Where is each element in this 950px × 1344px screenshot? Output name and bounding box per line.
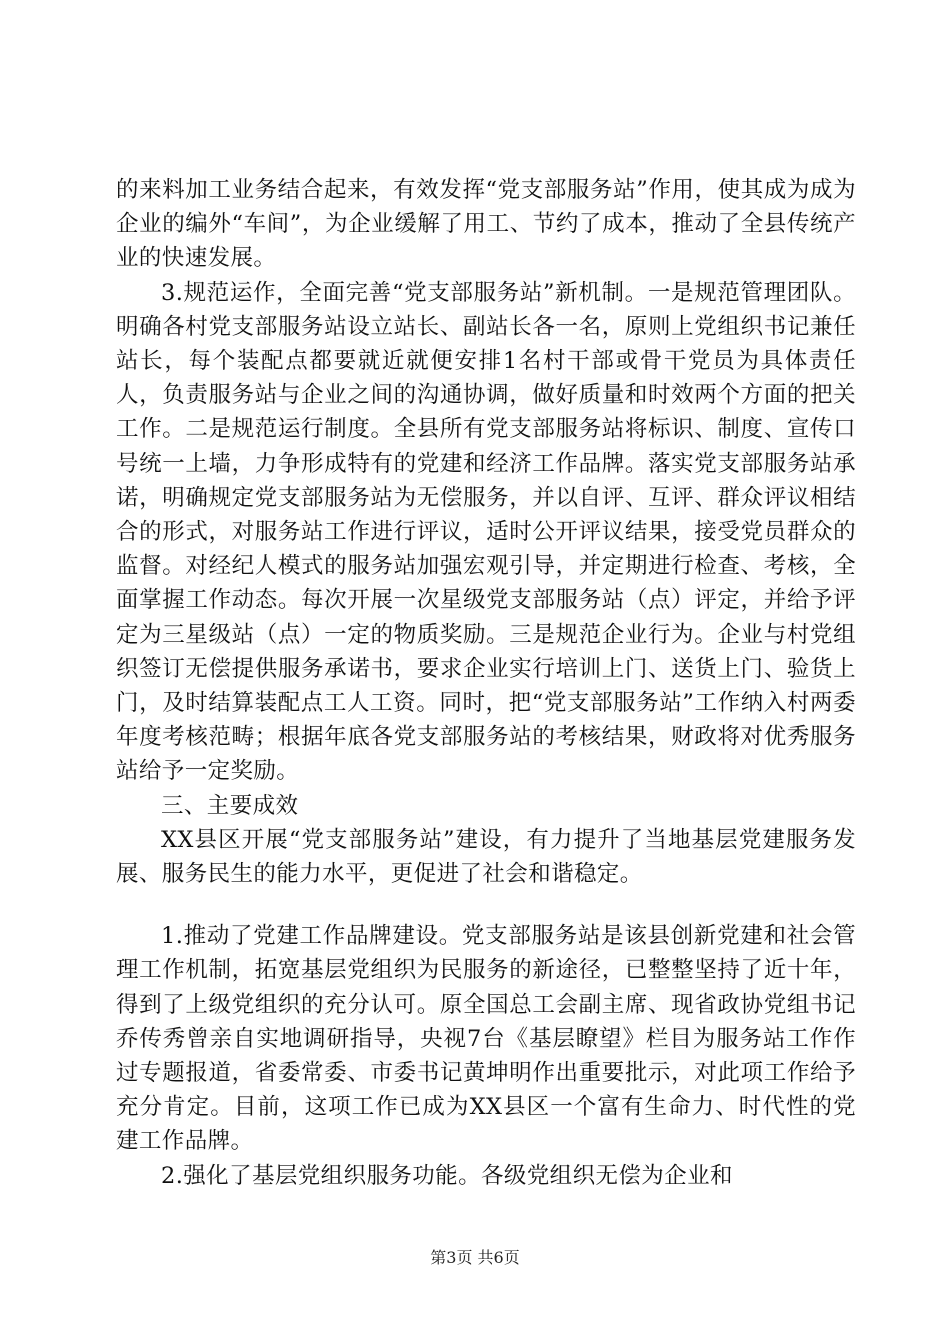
paragraph-spacer bbox=[116, 891, 856, 919]
paragraph-brand-building: 1.推动了党建工作品牌建设。党支部服务站是该县创新党建和社会管理工作机制，拓宽基层党组织为民服务的新途径，已整整坚持了近十年，得到了上级党组织的充分认可。原全国总工会副主席、现省政协党组书记乔传秀曾亲自实地调研指导，央视7台《基层瞭望》栏目为服务站工作作过专题报道，省委常委、市委书记黄坤明作出重要批示，对此项工作给予充分肯定。目前，这项工作已成为XX县区一个富有生命力、时代性的党建工作品牌。 bbox=[116, 923, 856, 1155]
section-heading-main-results: 三、主要成效 bbox=[161, 792, 299, 819]
paragraph-service-function: 2.强化了基层党组织服务功能。各级党组织无偿为企业和 bbox=[161, 1162, 733, 1189]
paragraph-results-intro: XX县区开展“党支部服务站”建设，有力提升了当地基层党建服务发展、服务民生的能力水平，更促进了社会和谐稳定。 bbox=[116, 826, 856, 888]
document-body bbox=[116, 173, 856, 1193]
paragraph-standardize-operation: 3.规范运作，全面完善“党支部服务站”新机制。一是规范管理团队。明确各村党支部服务站设立站长、副站长各一名，原则上党组织书记兼任站长，每个装配点都要就近就便安排1名村干部或骨干党员为具体责任人，负责服务站与企业之间的沟通协调，做好质量和时效两个方面的把关工作。二是规范运行制度。全县所有党支部服务站将标识、制度、宣传口号统一上墙，力争形成特有的党建和经济工作品牌。落实党支部服务站承诺，明确规定党支部服务站为无偿服务，并以自评、互评、群众评议相结合的形式，对服务站工作进行评议，适时公开评议结果，接受党员群众的监督。对经纪人模式的服务站加强宏观引导，并定期进行检查、考核，全面掌握工作动态。每次开展一次星级党支部服务站（点）评定，并给予评定为三星级站（点）一定的物质奖励。三是规范企业行为。企业与村党组织签订无偿提供服务承诺书，要求企业实行培训上门、送货上门、验货上门，及时结算装配点工人工资。同时，把“党支部服务站”工作纳入村两委年度考核范畴；根据年底各党支部服务站的考核结果，财政将对优秀服务站给予一定奖励。 bbox=[116, 279, 856, 785]
page-number-footer: 第3页 共6页 bbox=[430, 1248, 520, 1267]
paragraph-continuation: 的来料加工业务结合起来，有效发挥“党支部服务站”作用，使其成为成为企业的编外“车间”，为企业缓解了用工、节约了成本，推动了全县传统产业的快速发展。 bbox=[116, 177, 856, 272]
